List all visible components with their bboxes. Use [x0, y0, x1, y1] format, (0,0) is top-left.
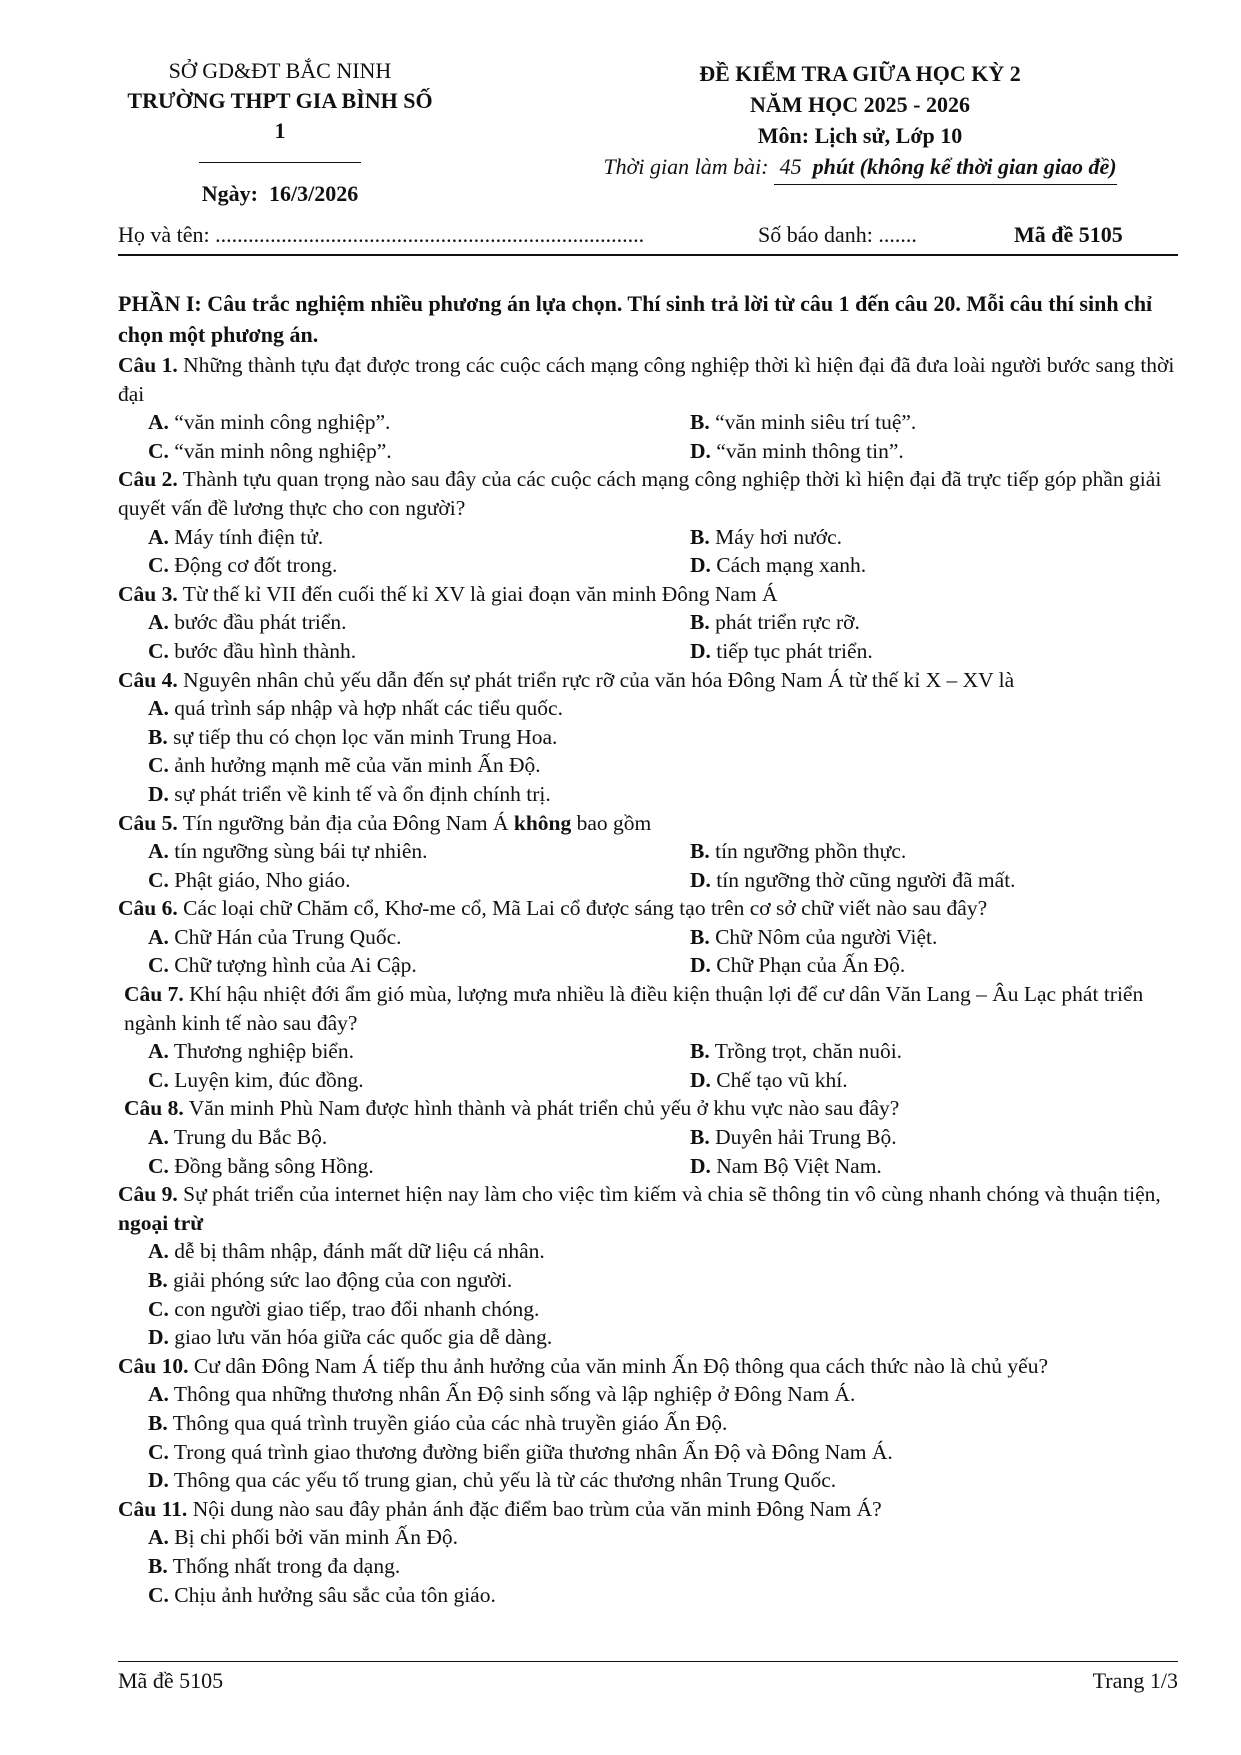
- option-row: [118, 523, 1178, 552]
- question-label: Câu 10.: [118, 1353, 189, 1378]
- question: [118, 465, 1178, 522]
- option-row: [118, 1152, 1178, 1181]
- exam-code: Mã đề 5105: [1014, 222, 1123, 247]
- option-b[interactable]: B. Chữ Nôm của người Việt.: [690, 924, 938, 949]
- school-name: TRƯỜNG THPT GIA BÌNH SỐ 1: [127, 88, 433, 143]
- student-info-row: [118, 222, 1178, 252]
- question-label: Câu 4.: [118, 667, 178, 692]
- option-b[interactable]: B. Trồng trọt, chăn nuôi.: [690, 1039, 903, 1064]
- question-text: Nội dung nào sau đây phản ánh đặc điểm bao trùm của văn minh Đông Nam Á?: [192, 1496, 882, 1521]
- department-name: SỞ GD&ĐT BẮC NINH: [168, 58, 392, 83]
- part-1-title: PHẦN I: Câu trắc nghiệm nhiều phương án lựa chọn. Thí sinh trả lời từ câu 1 đến câu 20. Mỗi câu thí sinh chỉ chọn một phương án.: [118, 291, 1153, 347]
- option-d[interactable]: D. sự phát triển về kinh tế và ổn định chính trị.: [148, 781, 551, 806]
- option-a[interactable]: A. dễ bị thâm nhập, đánh mất dữ liệu cá nhân.: [148, 1239, 545, 1264]
- header-divider: [199, 162, 361, 163]
- question: [118, 351, 1178, 408]
- time-suffix: phút (không kể thời gian giao đề): [812, 154, 1117, 179]
- option-row: [118, 1123, 1178, 1152]
- option-c[interactable]: C. “văn minh nông nghiệp”.: [148, 438, 392, 463]
- option-a[interactable]: A. Thương nghiệp biển.: [148, 1039, 354, 1064]
- student-id-field[interactable]: Số báo danh: .......: [758, 222, 917, 247]
- option-a[interactable]: A. quá trình sáp nhập và hợp nhất các tiểu quốc.: [148, 696, 563, 721]
- option-row: [118, 1037, 1178, 1066]
- time-value: 45: [779, 154, 802, 179]
- subject: Môn: Lịch sử, Lớp 10: [757, 123, 963, 148]
- question: [118, 1495, 1178, 1524]
- option-c[interactable]: C. Chữ tượng hình của Ai Cập.: [148, 953, 417, 978]
- question: [118, 1094, 1178, 1123]
- option-row: [118, 551, 1178, 580]
- option-a[interactable]: A. Bị chi phối bởi văn minh Ấn Độ.: [148, 1525, 458, 1550]
- question: [118, 1352, 1178, 1381]
- option-d[interactable]: D. Thông qua các yếu tố trung gian, chủ yếu là từ các thương nhân Trung Quốc.: [148, 1468, 837, 1493]
- option-row: [118, 1066, 1178, 1095]
- question-label: Câu 6.: [118, 896, 178, 921]
- option-a[interactable]: A. tín ngưỡng sùng bái tự nhiên.: [148, 839, 428, 864]
- question-label: Câu 9.: [118, 1182, 178, 1207]
- option-c[interactable]: C. con người giao tiếp, trao đổi nhanh chóng.: [148, 1296, 540, 1321]
- option-d[interactable]: D. Chế tạo vũ khí.: [690, 1067, 848, 1092]
- student-name-field[interactable]: Họ và tên: ..............................................................................: [118, 222, 645, 247]
- question-label: Câu 1.: [118, 353, 178, 377]
- option-b[interactable]: B. phát triển rực rỡ.: [690, 610, 860, 635]
- option-d[interactable]: D. Nam Bộ Việt Nam.: [690, 1153, 882, 1178]
- info-divider: [118, 254, 1178, 256]
- option-b[interactable]: B. Duyên hải Trung Bộ.: [690, 1125, 897, 1150]
- question-text: Khí hậu nhiệt đới ẩm gió mùa, lượng mưa nhiều là điều kiện thuận lợi để cư dân Văn Lang – Âu Lạc phát triển ngành kinh tế nào sau đây?: [124, 982, 1144, 1035]
- option-row: [118, 437, 1178, 466]
- option-row: [118, 408, 1178, 437]
- option-d[interactable]: D. giao lưu văn hóa giữa các quốc gia dễ dàng.: [148, 1325, 553, 1350]
- option-c[interactable]: C. Luyện kim, đúc đồng.: [148, 1067, 364, 1092]
- date-value: 16/3/2026: [268, 181, 359, 206]
- emphasis: không: [513, 810, 572, 835]
- question-text: Cư dân Đông Nam Á tiếp thu ảnh hưởng của văn minh Ấn Độ thông qua cách thức nào là chủ yếu?: [193, 1353, 1049, 1378]
- question: Câu 9. Sự phát triển của internet hiện nay làm cho việc tìm kiếm và chia sẽ thông tin vô cùng nhanh chóng và thuận tiện, ngoại trừ: [118, 1182, 1161, 1235]
- date-label: Ngày:: [201, 181, 258, 206]
- option-b[interactable]: B. Thông qua quá trình truyền giáo của các nhà truyền giáo Ấn Độ.: [148, 1410, 728, 1435]
- option-b[interactable]: B. tín ngưỡng phồn thực.: [690, 839, 907, 864]
- option-c[interactable]: C. Đồng bằng sông Hồng.: [148, 1153, 374, 1178]
- option-d[interactable]: D. tiếp tục phát triển.: [690, 638, 873, 663]
- footer-exam-code: Mã đề 5105: [118, 1668, 224, 1693]
- option-row: [118, 951, 1178, 980]
- option-d[interactable]: D. “văn minh thông tin”.: [690, 438, 904, 463]
- question-text: Từ thế kỉ VII đến cuối thế kỉ XV là giai đoạn văn minh Đông Nam Á: [182, 581, 778, 606]
- question: [118, 894, 1178, 923]
- exam-duration: [590, 151, 1130, 185]
- option-a[interactable]: A. “văn minh công nghiệp”.: [148, 410, 391, 435]
- duration-underlined: [774, 151, 1116, 185]
- option-d[interactable]: D. Chữ Phạn của Ấn Độ.: [690, 953, 906, 978]
- option-a[interactable]: A. Máy tính điện tử.: [148, 524, 324, 549]
- question-text: Những thành tựu đạt được trong các cuộc cách mạng công nghiệp thời kì hiện đại đã đưa loài người bước sang thời đại: [118, 353, 1175, 406]
- question-label: Câu 8.: [124, 1096, 184, 1121]
- footer-page-number: Trang 1/3: [1092, 1668, 1178, 1693]
- option-c[interactable]: C. ảnh hưởng mạnh mẽ của văn minh Ấn Độ.: [148, 753, 541, 778]
- exam-date: [120, 179, 440, 209]
- header-left: [120, 56, 440, 209]
- option-a[interactable]: A. Thông qua những thương nhân Ấn Độ sinh sống và lập nghiệp ở Đông Nam Á.: [148, 1382, 856, 1407]
- footer-divider: [118, 1661, 1178, 1662]
- option-b[interactable]: B. giải phóng sức lao động của con người.: [148, 1268, 513, 1292]
- question-text: Nguyên nhân chủ yếu dẫn đến sự phát triển rực rỡ của văn hóa Đông Nam Á từ thế kỉ X – XV là: [183, 667, 1015, 692]
- exam-title: ĐỀ KIỂM TRA GIỮA HỌC KỲ 2: [699, 61, 1021, 86]
- time-prefix: Thời gian làm bài:: [603, 154, 769, 179]
- question-label: Câu 2.: [118, 467, 178, 492]
- question: [118, 666, 1178, 695]
- question-text: Các loại chữ Chăm cổ, Khơ-me cổ, Mã Lai cổ được sáng tạo trên cơ sở chữ viết nào sau đây?: [183, 896, 988, 921]
- option-c[interactable]: C. Phật giáo, Nho giáo.: [148, 867, 351, 892]
- option-a[interactable]: A. Trung du Bắc Bộ.: [148, 1125, 328, 1150]
- question-text: Văn minh Phù Nam được hình thành và phát triển chủ yếu ở khu vực nào sau đây?: [188, 1096, 900, 1121]
- option-row: [118, 608, 1178, 637]
- option-b[interactable]: B. sự tiếp thu có chọn lọc văn minh Trung Hoa.: [148, 724, 558, 749]
- question-label: Câu 7.: [124, 982, 184, 1007]
- question-label: Câu 3.: [118, 581, 178, 606]
- question: Câu 5. Tín ngưỡng bản địa của Đông Nam Á không bao gồm: [118, 810, 652, 835]
- question: [118, 980, 1178, 1037]
- option-b[interactable]: B. Máy hơi nước.: [690, 524, 843, 549]
- exam-content: [118, 288, 1178, 1609]
- question-text: Thành tựu quan trọng nào sau đây của các cuộc cách mạng công nghiệp thời kì hiện đại đã trực tiếp góp phần giải quyết vấn đề lương thực cho con người?: [118, 467, 1162, 520]
- option-c[interactable]: C. Động cơ đốt trong.: [148, 553, 338, 578]
- option-b[interactable]: B. Thống nhất trong đa dạng.: [148, 1553, 401, 1578]
- option-row: [118, 866, 1178, 895]
- option-d[interactable]: D. tín ngưỡng thờ cũng người đã mất.: [690, 867, 1016, 892]
- emphasis: ngoại trừ: [118, 1210, 204, 1235]
- question-label: Câu 11.: [118, 1496, 188, 1521]
- option-row: [118, 837, 1178, 866]
- school-year: NĂM HỌC 2025 - 2026: [750, 92, 970, 117]
- option-row: [118, 923, 1178, 952]
- option-c[interactable]: C. bước đầu hình thành.: [148, 638, 357, 663]
- option-c[interactable]: C. Chịu ảnh hưởng sâu sắc của tôn giáo.: [148, 1582, 496, 1607]
- header-right: [590, 58, 1130, 185]
- option-d[interactable]: D. Cách mạng xanh.: [690, 553, 867, 578]
- option-a[interactable]: A. bước đầu phát triển.: [148, 610, 347, 635]
- option-row: [118, 637, 1178, 666]
- option-c[interactable]: C. Trong quá trình giao thương đường biển giữa thương nhân Ấn Độ và Đông Nam Á.: [148, 1439, 893, 1464]
- option-b[interactable]: B. “văn minh siêu trí tuệ”.: [690, 410, 917, 435]
- option-a[interactable]: A. Chữ Hán của Trung Quốc.: [148, 924, 402, 949]
- question-label: Câu 5.: [118, 810, 178, 835]
- question: [118, 580, 1178, 609]
